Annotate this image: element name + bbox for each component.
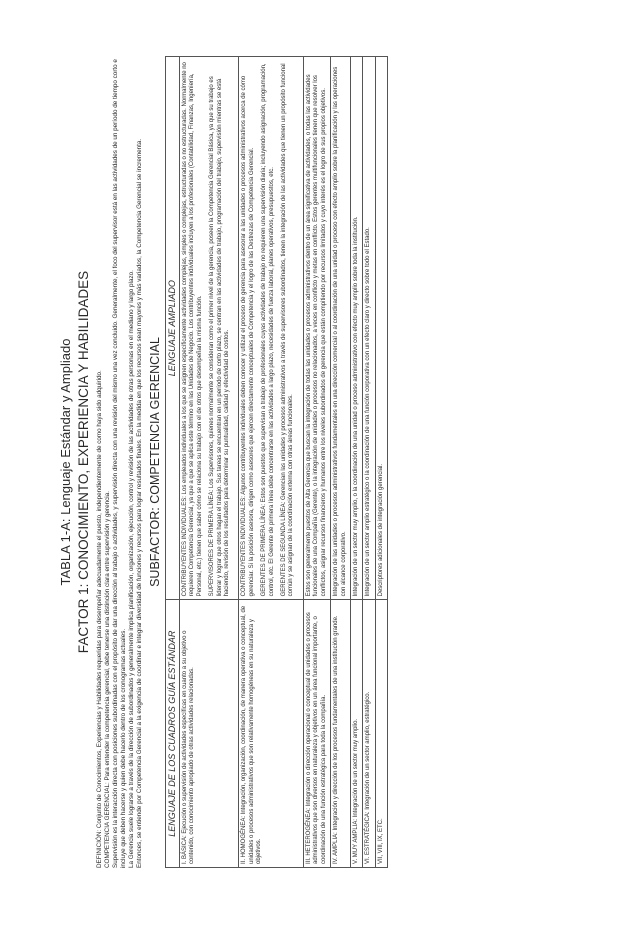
table-header-row [166,57,180,868]
table-row [239,57,303,868]
competencia-summary: Entonces, se entiende por Competencia Gerencial a la exigencia de coordinar e integrar diversidad de funciones y recursos para lograr resultados finales. En la medida en que los recursos sean mayores y más variados, la Competencia Gerencial se incrementa. [136,138,143,868]
std-cell-heterogenea: III. HETEROGÉNEA: Integración o dirección operacional o conceptual de unidades o procesos administrativos que son diversos en naturaleza y objetivos en un área funcional importante, o coordinación de una función estratégica para toda la compañía. [303,600,330,868]
competencia-table [165,56,388,868]
amp-block: CONTRIBUYENTES INDIVIDUALES: Los empleados individuales a los que se asignen específicamente actividades complejas, simples o complejas, estructuradas o no estructuradas. Normalmente no requieren Competencia Gerencial, ya que a que se aplica este término en las Unidades de Negocio. Los contribuyentes individuales incluyen a los profesionales (Contabilidad, Finanzas, Ingeniería, Personal, etc.) tienen que saber cómo se relaciona su trabajo con el de otros que desempeñan la misma función. [182,62,203,597]
col-header-estandar: LENGUAJE DE LOS CUADROS GUÍA ESTÁNDAR [166,600,180,868]
amp-cell-muy-amplia: Integración de un sector muy amplio, o la coordinación de una unidad o proceso administrativo con efecto muy amplio sobre toda la institución. [350,57,362,600]
table-row [363,57,375,868]
std-cell-estrategica: VI. ESTRATÉGICA: Integración de un sector amplio, estratégico. [363,600,375,868]
std-cell-muy-amplia: V. MUY AMPLIA: Integración de un sector muy amplio. [350,600,362,868]
amp-cell-homogenea [239,57,303,600]
amp-block: GERENTES DE PRIMERA LÍNEA: Estos son puestos que supervisan a trabajo de profesionales cuyas actividades de trabajo no requieren una supervisión diaria; incluyendo asignación, programación, control, etc. El Gerente de primera línea debe concentrarse en las actividades a largo plazo, necesidades de fuerza laboral, planes operativos, presupuestos, etc. [261,63,275,597]
factor-title: FACTOR 1: CONOCIMIENTO, EXPERIENCIA Y HABILIDADES [76,270,91,654]
std-cell-basica: I. BÁSICA: Ejecución o supervisión de actividades específicas en cuanto a su objetivo o contenido, con conocimiento apropiado de otras actividades relacionadas. [180,600,239,868]
amp-block: SUPERVISORES DE PRIMERA LÍNEA: Los Supervisores, quienes normalmente se consideran como el primer nivel de la gerencia, poseen la Competencia Gerencial Básica, ya que su trabajo es liderar y lograr que otros hagan el trabajo. Sus tareas se encuentran en un período de corto plazo, se centran en las actividades de trabajo, programación del trabajo, supervisión mientras se está haciendo, revisión de los resultados para determinar su puntualidad, calidad y efectividad de costos. [209,76,231,597]
table-title: TABLA 1-A: Lenguaje Estándar y Ampliado [58,338,73,586]
table-row [303,57,330,868]
amp-cell-adicionales: Descriptores adicionales de integración gerencial. [375,57,387,600]
competencia-intro: COMPETENCIA GERENCIAL: Para entender la competencia gerencial, debe tenerse una distinción clara entre supervisión y gerencia. [104,491,111,868]
std-cell-adicionales: VII, VIII, IX, ETC. [375,600,387,868]
table-row [375,57,387,868]
subfactor-title: SUBFACTOR: COMPETENCIA GERENCIAL [148,337,162,587]
table-row [350,57,362,868]
definition-text: DEFINICIÓN: Conjunto de Conocimientos, Experiencias y Habilidades requeridas para desempeñar adecuadamente el puesto, independientemente de como haya sido adquirido. [96,370,103,868]
supervision-paragraph: Supervisión es la interacción directa con posiciones subordinadas con el propósito de dar una dirección al trabajo o actividades, y supervisión directa con una revisión del mismo una vez concluido. Generalmente, el foco del supervisor está en las actividades de un período de tiempo corto e incluye que deben hacerse y quien debe hacerlo dentro de los cronogramas actuales. [112,59,127,868]
table-row [331,57,351,868]
std-cell-homogenea: II. HOMOGÉNEA: Integración, organización, coordinación, de manera operativa o conceptual, de unidades o procesos administrativos que son relativamente homogéneas en su naturaleza y objetivos. [239,600,303,868]
amp-block: GERENTES DE SEGUNDA LÍNEA: Gerencian las unidades y procesos administrativos a través de supervisores subordinados, tienen la integración de las actividades que tienen un propósito funcional común y se asignan de la coordinación externa con otras áreas funcionales. [281,63,295,597]
amp-cell-amplia: Integración de las unidades o procesos administrativos fundamentales en una dirección comercial o al coordinación de una unidad o proceso con efecto amplio sobre la planificación y las operaciones con alcance corporativo. [331,57,351,600]
std-cell-amplia: IV. AMPLIA: Integración y dirección de los procesos fundamentales de una institución grande. [331,600,351,868]
amp-cell-basica [180,57,239,600]
amp-cell-heterogenea: Estos son generalmente puestos de Alta Gerencia que buscan la integración de todas las unidades o procesos administrativos dentro de un área significativa de actividades, o todas las actividades funcionales de una Compañía (Gerente), o la integración de unidades o procesos no relacionados, a veces en conflicto y metas en conflicto. Estos gerentes multifuncionales tienen que resolver los conflictos, asignar recursos financieros y humanos entre los niveles subordinados de gerencia que están compitiendo por recursos limitados y cuyo interés es el logro de sus propios objetivos. [303,57,330,600]
amp-block: CONTRIBUYENTES INDIVIDUALES: Algunos contribuyentes individuales deben conocer y utilizar el proceso de gerencia para asesorar a las unidades o procesos administrativos acerca de cómo gerenciar. Si la posición asesora, dirigen como asesores que ejercen directamente conceptuales de Competencia y el logro de las Destrezas de Competencia Gerencial. [241,75,255,597]
amp-cell-estrategica: Integración de un sector amplio estratégico o la coordinación de una función corporativa con un efecto claro y directo sobre todo el Estado. [363,57,375,600]
col-header-ampliado: LENGUAJE AMPLIADO [166,57,180,600]
gerencia-paragraph: La Gerencia suele lograrse a través de la dirección de subordinados y generalmente implica planificación, organización, ejecución, control y revisión de las actividades de otras personas en el mediano y largo plazo. [128,270,135,868]
table-row [180,57,239,868]
